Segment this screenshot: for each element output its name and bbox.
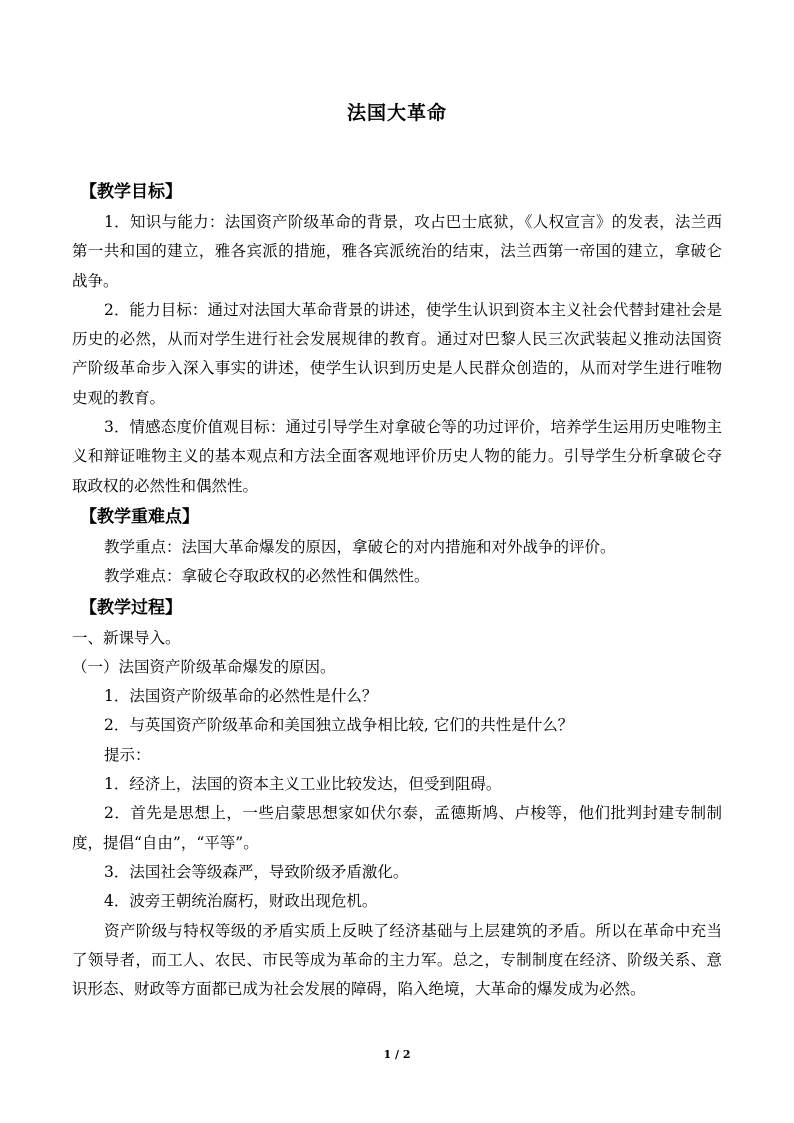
key-points-heading: 【教学重难点】	[80, 506, 199, 527]
question-1: 1．法国资产阶级革命的必然性是什么？	[104, 687, 378, 706]
key-point-paragraph: 教学重点：法国大革命爆发的原因，拿破仑的对内措施和对外战争的评价。	[104, 537, 616, 556]
process-heading: 【教学过程】	[80, 597, 182, 618]
goal-paragraph-3: 3．情感态度价值观目标：通过引导学生对拿破仑等的功过评价，培养学生运用历史唯物主义和辩证唯物主义的基本观点和方法全面客观地评价历史人物的能力。引导学生分析拿破仑夺取政权的必然性和偶然性。	[72, 418, 722, 495]
hint-4: 4．波旁王朝统治腐朽，财政出现危机。	[104, 892, 378, 911]
hint-label: 提示：	[104, 745, 151, 764]
hint-2: 2．首先是思想上，一些启蒙思想家如伏尔泰，孟德斯鸠、卢梭等，他们批判封建专制制度，提倡“自由”，“平等”。	[72, 804, 722, 852]
goals-heading: 【教学目标】	[80, 182, 182, 202]
page-title: 法国大革命	[346, 102, 447, 124]
goal-paragraph-2: 2．能力目标：通过对法国大革命背景的讲述，使学生认识到资本主义社会代替封建社会是历史的必然，从而对学生进行社会发展规律的教育。通过对巴黎人民三次武装起义推动法国资产阶级革命步入深入事实的讲述，使学生认识到历史是人民群众创造的，从而对学生进行唯物史观的教育。	[72, 300, 722, 407]
goal-paragraph-1: 1．知识与能力：法国资产阶级革命的背景，攻占巴士底狱，《人权宣言》的发表，法兰西第一共和国的建立，雅各宾派的措施，雅各宾派统治的结束，法兰西第一帝国的建立，拿破仑战争。	[72, 213, 722, 290]
document-body	[72, 176, 722, 1004]
question-2: 2．与英国资产阶级革命和美国独立战争相比较, 它们的共性是什么？	[104, 716, 574, 735]
hint-1: 1．经济上，法国的资本主义工业比较发达，但受到阻碍。	[104, 775, 502, 794]
part1-line: （一）法国资产阶级革命爆发的原因。	[72, 657, 336, 676]
intro-line: 一、新课导入。	[72, 628, 181, 647]
difficult-point-paragraph: 教学难点：拿破仑夺取政权的必然性和偶然性。	[104, 567, 430, 586]
hint-3: 3．法国社会等级森严，导致阶级矛盾激化。	[104, 862, 409, 881]
page-number: 1 / 2	[383, 1048, 411, 1061]
summary-paragraph: 资产阶级与特权等级的矛盾实质上反映了经济基础与上层建筑的矛盾。所以在革命中充当了领导者，而工人、农民、市民等成为革命的主力军。总之，专制制度在经济、阶级关系、意识形态、财政等方面都已成为社会发展的障碍，陷入绝境，大革命的爆发成为必然。	[72, 921, 722, 999]
